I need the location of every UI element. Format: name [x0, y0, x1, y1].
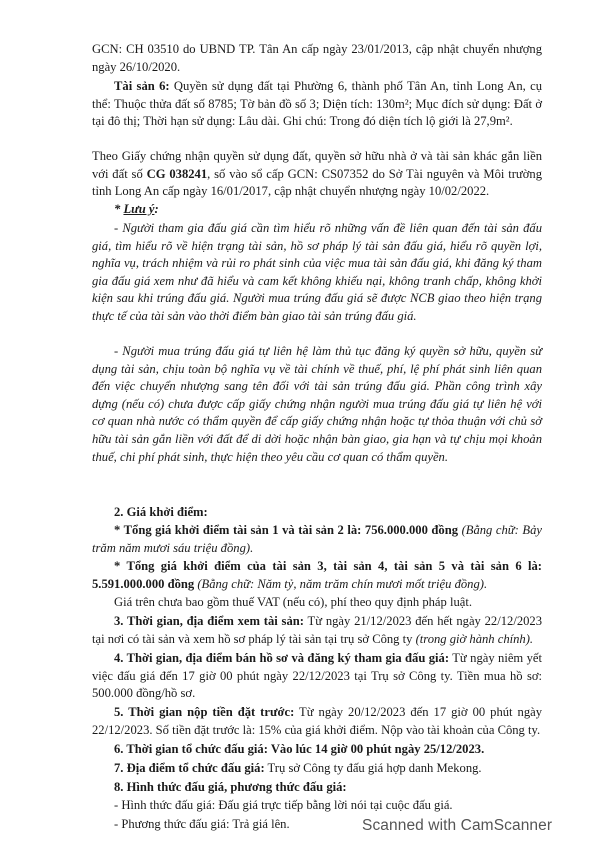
starting-price-2-words: (Bằng chữ: Năm tỷ, năm trăm chín mươi mốt triệu đồng).	[194, 576, 488, 591]
starting-price-2	[92, 558, 542, 593]
note-colon: :	[154, 202, 159, 216]
section-3-label: 3. Thời gian, địa điểm xem tài sản:	[114, 614, 304, 628]
asset6-text: Quyền sử dụng đất tại Phường 6, thành phố Tân An, tỉnh Long An, cụ thể: Thuộc thửa đất số 8785; Tờ bản đồ số 3; Diện tích: 130m²; Mục đích sử dụng: Đất ở tại đô thị; Thời hạn sử dụng: Lâu dài. Ghi chú: Trong đó diện tích lộ giới là 27,9m².	[92, 79, 542, 129]
auction-method	[92, 816, 352, 834]
asset6-paragraph	[92, 78, 542, 131]
starting-price-2-amount: * Tổng giá khởi điểm của tài sản 3, tài sản 4, tài sản 5 và tài sản 6 là: 5.591.000.000 đồng	[92, 559, 542, 591]
auction-form	[92, 797, 542, 815]
section-4-label: 4. Thời gian, địa điểm bán hồ sơ và đăng ký tham gia đấu giá:	[114, 651, 450, 665]
intro-paragraph	[92, 41, 542, 76]
certificate-number: CG 038241	[146, 166, 208, 181]
section-4	[92, 650, 542, 703]
auction-method-text: - Phương thức đấu giá: Trả giá lên.	[114, 817, 290, 831]
vat-note	[92, 594, 542, 612]
certificate-pre: Theo Giấy chứng nhận quyền sử dụng đất, quyền sở hữu nhà ở và tài sản khác gắn liền với đất số	[92, 149, 542, 181]
note-paragraph-2	[92, 343, 542, 466]
section-8-heading	[92, 779, 542, 797]
section-4-text: Từ ngày niêm yết việc đấu giá đến 17 giờ 00 phút ngày 22/12/2023 tại Trụ sở Công ty. Tiền mua hồ sơ: 500.000 đồng/hồ sơ.	[92, 651, 543, 701]
starting-price-1	[92, 522, 542, 557]
section-2-heading	[92, 504, 542, 522]
section-3	[92, 613, 542, 648]
intro-text: GCN: CH 03510 do UBND TP. Tân An cấp ngày 23/01/2013, cập nhật chuyển nhượng ngày 26/10/2020.	[92, 42, 542, 74]
section-6	[92, 741, 542, 759]
note-star: *	[114, 202, 124, 216]
certificate-post: , số vào sổ cấp GCN: CS07352 do Sở Tài nguyên và Môi trường tỉnh Long An cấp ngày 16/01/2017, cập nhật chuyển nhượng ngày 10/02/2022.	[92, 166, 542, 199]
camscanner-watermark: Scanned with CamScanner	[362, 817, 553, 834]
section-7-label: 7. Địa điểm tổ chức đấu giá:	[114, 761, 265, 775]
section-6-text: 6. Thời gian tổ chức đấu giá: Vào lúc 14 giờ 00 phút ngày 25/12/2023.	[114, 742, 485, 756]
note-title: Lưu ý	[123, 202, 155, 216]
section-2-heading-text: 2. Giá khởi điểm:	[114, 505, 208, 519]
section-5-text: Từ ngày 20/12/2023 đến 17 giờ 00 phút ngày 22/12/2023. Số tiền đặt trước là: 15% của giá khởi điểm. Nộp vào tài khoản của Công ty.	[92, 705, 543, 737]
certificate-paragraph	[92, 148, 542, 201]
section-7	[92, 760, 542, 778]
section-5-label: 5. Thời gian nộp tiền đặt trước:	[114, 705, 295, 719]
auction-form-text: - Hình thức đấu giá: Đấu giá trực tiếp bằng lời nói tại cuộc đấu giá.	[114, 798, 453, 812]
section-5	[92, 704, 542, 739]
note-text-2: - Người mua trúng đấu giá tự liên hệ làm thủ tục đăng ký quyền sở hữu, quyền sử dụng tài sản, chịu toàn bộ nghĩa vụ về tài chính về thuế, phí, lệ phí phát sinh liên quan đến việc chuyển nhượng sang tên đối với tài sản trúng đấu giá. Phần công trình xây dựng (nếu có) chưa được cấp giấy chứng nhận người mua trúng đấu giá tự liên hệ với cơ quan nhà nước có thẩm quyền để cấp giấy chứng nhận hoặc tự thỏa thuận với chủ sở hữu tài sản gắn liền với đất để di dời hoặc nhận bàn giao, gia hạn và tự chịu mọi khoản thuế, chi phí phát sinh, thực hiện theo yêu cầu cơ quan có thẩm quyền.	[92, 344, 542, 464]
asset6-label: Tài sản 6:	[114, 79, 170, 93]
note-heading	[92, 201, 542, 219]
vat-note-text: Giá trên chưa bao gồm thuế VAT (nếu có), phí theo quy định pháp luật.	[114, 595, 472, 609]
section-7-text: Trụ sở Công ty đấu giá hợp danh Mekong.	[264, 761, 482, 775]
starting-price-1-amount: * Tổng giá khởi điểm tài sản 1 và tài sản 2 là: 756.000.000 đồng	[114, 523, 459, 537]
section-8-heading-text: 8. Hình thức đấu giá, phương thức đấu giá:	[114, 780, 347, 794]
note-paragraph-1	[92, 220, 542, 326]
starting-price-1-words: (Bằng chữ: Bảy trăm năm mươi sáu triệu đồng).	[92, 523, 542, 555]
section-3-hours: (trong giờ hành chính).	[415, 631, 534, 646]
section-3-text: Từ ngày 21/12/2023 đến hết ngày 22/12/2023 tại nơi có tài sản và xem hồ sơ pháp lý tài sản tại trụ sở Công ty	[92, 614, 543, 646]
note-text-1: - Người tham gia đấu giá cần tìm hiểu rõ những vấn đề liên quan đến tài sản đấu giá, tìm hiểu rõ về hiện trạng tài sản, hồ sơ pháp lý tài sản đấu giá, hiểu rõ quyền lợi, nghĩa vụ, trách nhiệm và rủi ro phát sinh của việc mua tài sản đấu giá, khi đăng ký tham gia đấu giá xem như đã hiểu và cam kết không khiếu nại, không tranh chấp, không khởi kiện sau khi trúng đấu giá. Người mua trúng đấu giá sẽ được NCB giao theo hiện trạng thực tế của tài sản vào thời điểm bàn giao tài sản trúng đấu giá.	[92, 221, 542, 323]
